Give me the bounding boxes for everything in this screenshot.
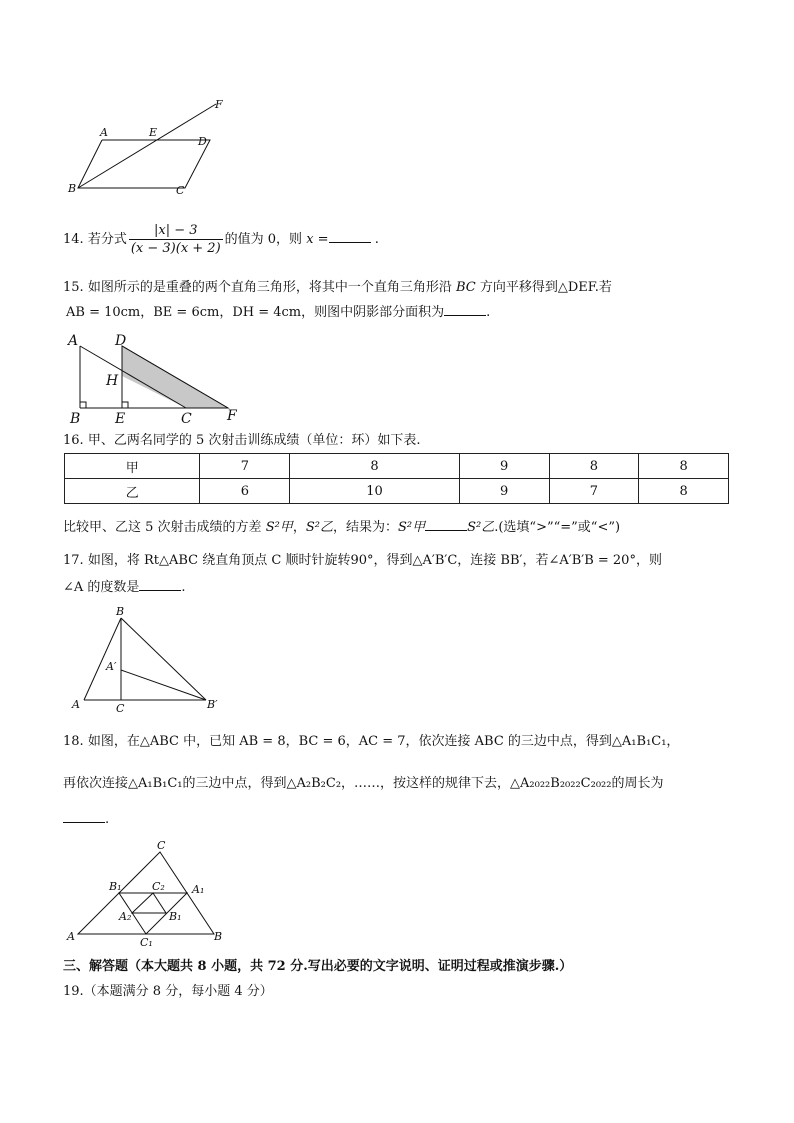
q14-denominator: (x − 3)(x + 2) (130, 241, 221, 256)
q16-number: 16. (63, 433, 84, 448)
question-15-line2 (66, 303, 490, 322)
table-cell: 10 (290, 479, 460, 504)
q14-number: 14. (63, 232, 84, 247)
q16-comma: ， (292, 520, 306, 535)
label-A: A (68, 333, 79, 349)
q16-s-jia-2: S²甲 (397, 520, 426, 535)
table-cell: 9 (459, 454, 549, 479)
q17-answer-blank[interactable] (139, 578, 181, 591)
label-D: D (115, 333, 127, 349)
q15-answer-blank[interactable] (444, 303, 486, 316)
question-18-line2 (63, 775, 663, 793)
q14-variable: x = (306, 232, 329, 247)
q14-prefix: 若分式 (87, 232, 127, 247)
table-row (65, 454, 729, 479)
question-16 (63, 432, 421, 450)
label-C: C (176, 184, 185, 197)
label-E: E (149, 126, 158, 139)
table-cell: 6 (200, 479, 290, 504)
q17-end: . (181, 580, 186, 595)
label-C2: C₂ (152, 880, 165, 893)
q18-answer-blank[interactable] (63, 810, 105, 823)
question-16-compare (63, 518, 620, 537)
row-name: 甲 (65, 454, 200, 479)
table-cell: 7 (549, 479, 639, 504)
q15-text-2: AB = 10cm，BE = 6cm，DH = 4cm，则图中阴影部分面积为 (66, 305, 445, 320)
q18-end: . (105, 812, 110, 827)
q16-choice: .(选填“>”“=”或“<”) (494, 520, 621, 535)
label-B2: B₁ (169, 910, 182, 923)
q14-fraction (129, 222, 223, 257)
table-cell: 9 (459, 479, 549, 504)
q17-text-2: ∠A 的度数是 (63, 580, 140, 595)
label-A-prime: A′ (106, 660, 117, 673)
q15-text-1b: 方向平移得到△DEF.若 (479, 280, 612, 295)
question-15-line1 (63, 279, 612, 297)
table-cell: 8 (639, 479, 729, 504)
table-row (65, 479, 729, 504)
section-3-title: 三、解答题（本大题共 8 小题，共 72 分.写出必要的文字说明、证明过程或推演步骤.） (63, 959, 573, 974)
label-D: D (198, 135, 207, 148)
question-18-line1 (63, 733, 679, 751)
q14-end: . (374, 232, 379, 247)
q14-answer-blank[interactable] (329, 230, 371, 243)
q15-bc: BC (455, 280, 476, 295)
question-18-line3 (63, 810, 109, 829)
q16-result: ，结果为： (332, 520, 398, 535)
question-17-line2 (63, 578, 186, 597)
q16-compare-text: 比较甲、乙这 5 次射击成绩的方差 (63, 520, 262, 535)
q14-numerator: |x| − 3 (129, 222, 223, 240)
label-E: E (115, 411, 126, 426)
q14-middle: 的值为 0，则 (224, 232, 303, 247)
question-19: 19.（本题满分 8 分，每小题 4 分） (63, 984, 273, 999)
label-C: C (116, 702, 125, 715)
q16-answer-blank[interactable] (425, 518, 467, 531)
table-cell: 8 (639, 454, 729, 479)
label-F: F (215, 98, 223, 111)
q15-end: . (486, 305, 491, 320)
row-name: 乙 (65, 479, 200, 504)
q16-text: 甲、乙两名同学的 5 次射击训练成绩（单位：环）如下表. (87, 433, 421, 448)
q16-s-jia: S²甲 (265, 520, 293, 535)
label-A: A (67, 930, 75, 943)
table-cell: 8 (549, 454, 639, 479)
figure-rotated-triangle (66, 602, 226, 716)
q18-number: 18. (63, 734, 84, 749)
label-B1: B₁ (109, 880, 122, 893)
label-C: C (181, 411, 192, 426)
label-B: B (70, 411, 81, 426)
table-cell: 7 (200, 454, 290, 479)
q15-number: 15. (63, 280, 84, 295)
label-C1: C₁ (140, 936, 153, 949)
q15-text-1: 如图所示的是重叠的两个直角三角形，将其中一个直角三角形沿 (87, 280, 452, 295)
q17-number: 17. (63, 553, 84, 568)
label-F: F (227, 408, 237, 424)
question-14 (63, 222, 379, 257)
q18-text-1: 如图，在△ABC 中，已知 AB = 8，BC = 6，AC = 7，依次连接 ABC 的三边中点，得到△A₁B₁C₁， (87, 734, 680, 749)
score-table (64, 453, 729, 504)
q16-s-yi-2: S²乙 (467, 520, 495, 535)
q16-s-yi: S²乙 (305, 520, 333, 535)
label-B: B (68, 182, 77, 195)
label-B: B (214, 930, 223, 943)
label-B: B (116, 605, 125, 618)
question-17-line1 (63, 552, 662, 570)
label-A2: A₂ (119, 910, 132, 923)
label-B-prime: B′ (207, 698, 218, 711)
label-A: A (72, 698, 80, 711)
figure-parallelogram (60, 96, 240, 200)
label-C: C (157, 840, 166, 852)
figure-midpoint-triangles (64, 840, 234, 950)
label-A: A (100, 126, 108, 139)
label-A1: A₁ (192, 883, 205, 896)
table-cell: 8 (290, 454, 460, 479)
label-H: H (106, 373, 119, 389)
q17-text-1: 如图，将 Rt△ABC 绕直角顶点 C 顺时针旋转90°，得到△A′B′C，连接 BB′，若∠A′B′B = 20°，则 (87, 553, 662, 568)
q18-text-2: 再依次连接△A₁B₁C₁的三边中点，得到△A₂B₂C₂，……，按这样的规律下去，△A₂₀₂₂B₂₀₂₂C₂₀₂₂的周长为 (63, 776, 664, 791)
figure-right-triangles (60, 330, 250, 426)
